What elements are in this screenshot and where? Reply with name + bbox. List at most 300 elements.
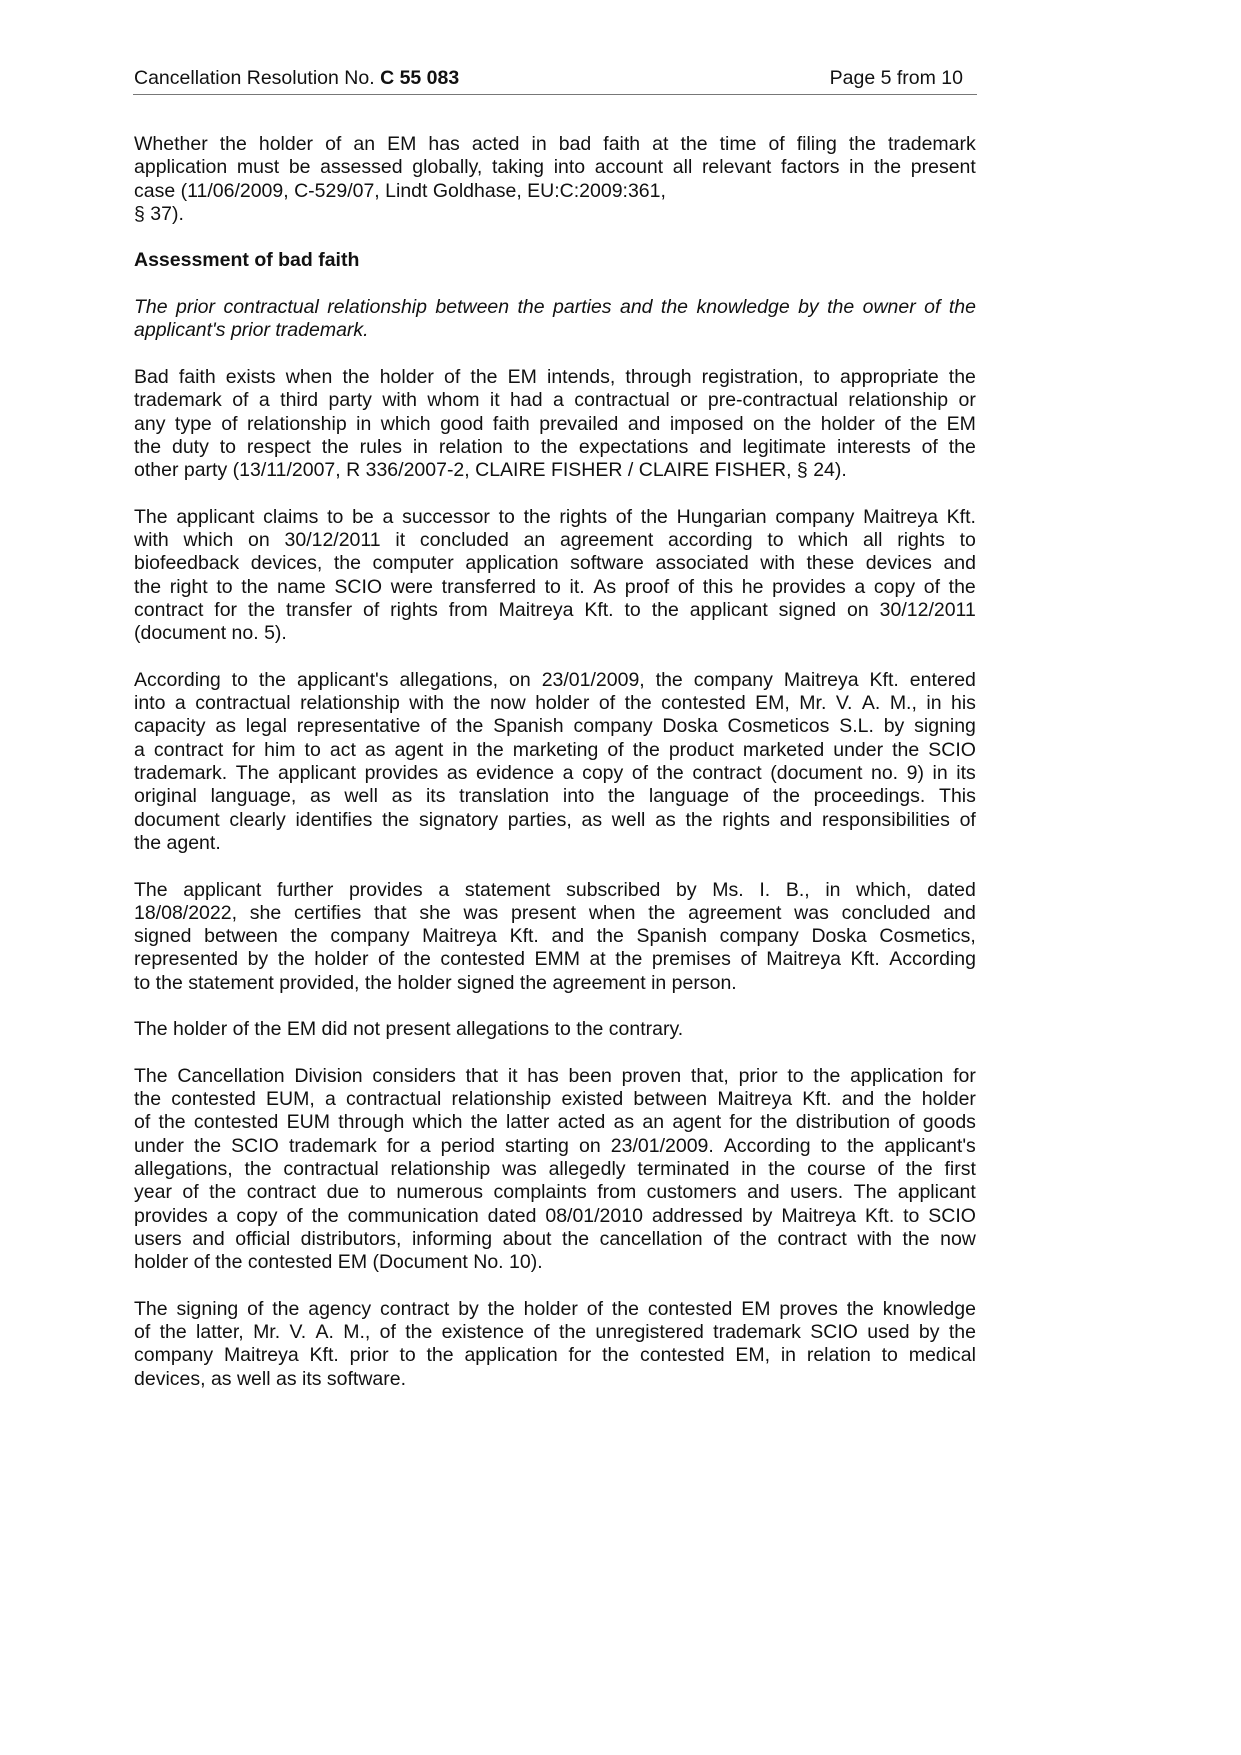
word: transferred bbox=[441, 575, 536, 598]
word: through bbox=[625, 365, 692, 388]
word: EM bbox=[946, 412, 976, 435]
word: allegations, bbox=[134, 1158, 233, 1181]
word: contested bbox=[171, 1088, 256, 1111]
word: on bbox=[847, 598, 869, 621]
word: duty bbox=[171, 435, 209, 458]
word: was bbox=[463, 901, 499, 924]
word: copy bbox=[582, 762, 624, 785]
word: signing bbox=[914, 715, 976, 738]
word: copy bbox=[236, 1204, 278, 1227]
word: EUM bbox=[286, 1111, 330, 1134]
word: and bbox=[627, 412, 661, 435]
word: the bbox=[517, 296, 545, 319]
text-line bbox=[134, 715, 976, 738]
word: of bbox=[742, 785, 760, 808]
word: by bbox=[676, 878, 697, 901]
word: users bbox=[134, 1227, 182, 1250]
word: an bbox=[642, 1111, 665, 1134]
word: computer bbox=[372, 552, 454, 575]
word: to bbox=[219, 435, 236, 458]
word: the bbox=[247, 598, 276, 621]
text-line bbox=[134, 1181, 976, 1204]
word: to bbox=[903, 1204, 920, 1227]
text-line bbox=[134, 785, 976, 808]
word: respect bbox=[246, 435, 311, 458]
word: present bbox=[511, 901, 577, 924]
word: devices bbox=[865, 552, 932, 575]
word: S.L. bbox=[839, 715, 874, 738]
word: filing bbox=[796, 133, 837, 155]
word: company bbox=[775, 505, 855, 528]
word: these bbox=[806, 552, 855, 575]
word: Kft. bbox=[946, 505, 976, 528]
word: of bbox=[134, 1111, 151, 1134]
word: contract bbox=[153, 738, 224, 761]
word: SCIO bbox=[334, 575, 383, 598]
word: the bbox=[948, 296, 976, 319]
word: holder bbox=[535, 692, 590, 715]
word: from bbox=[597, 1181, 637, 1204]
word: between bbox=[633, 1088, 708, 1111]
word: Kft. bbox=[850, 948, 880, 971]
text-line: § 37). bbox=[134, 202, 184, 225]
word: cancellation bbox=[599, 1227, 703, 1250]
word: of bbox=[677, 575, 695, 598]
word: was bbox=[502, 1158, 537, 1181]
word: terminated bbox=[637, 1158, 730, 1181]
word: language bbox=[648, 785, 730, 808]
word: a bbox=[134, 738, 145, 761]
word: the bbox=[134, 435, 162, 458]
word: holder bbox=[258, 133, 314, 155]
word: the bbox=[456, 715, 484, 738]
word: good bbox=[440, 412, 484, 435]
word: the bbox=[874, 156, 902, 179]
word: the bbox=[134, 575, 162, 598]
word: which bbox=[412, 1111, 463, 1134]
word: to bbox=[767, 529, 784, 552]
resolution-title-prefix: Cancellation Resolution No. bbox=[134, 67, 381, 89]
word: The bbox=[134, 1064, 168, 1087]
word: the bbox=[813, 1064, 841, 1087]
word: the bbox=[608, 785, 636, 808]
word: B., bbox=[785, 878, 810, 901]
word: a bbox=[324, 1088, 336, 1111]
word: of bbox=[713, 1227, 730, 1250]
word: the bbox=[660, 296, 689, 319]
word: The bbox=[134, 878, 168, 901]
word: Doska bbox=[811, 925, 867, 948]
word: relationship bbox=[848, 389, 949, 412]
word: Kft. bbox=[869, 668, 899, 691]
word: party bbox=[328, 389, 372, 412]
word: factors bbox=[780, 156, 840, 179]
word: relationship bbox=[390, 1158, 491, 1181]
word: through bbox=[338, 1111, 405, 1134]
word: application bbox=[464, 1344, 558, 1367]
word: the bbox=[640, 505, 668, 528]
text-line: applicant's prior trademark. bbox=[134, 319, 369, 342]
word: translation bbox=[459, 785, 550, 808]
text-line bbox=[134, 413, 976, 436]
text-line bbox=[134, 133, 976, 156]
word: of bbox=[247, 1297, 264, 1320]
word: Spanish bbox=[493, 715, 564, 738]
word: marketed bbox=[742, 738, 825, 761]
text-line bbox=[134, 902, 976, 925]
word: the bbox=[846, 1297, 874, 1320]
word: language, bbox=[210, 785, 297, 808]
word: this bbox=[702, 575, 734, 598]
word: by bbox=[247, 948, 269, 971]
text-line bbox=[134, 669, 976, 692]
word: into bbox=[553, 156, 586, 179]
word: in bbox=[412, 435, 429, 458]
word: of bbox=[325, 133, 342, 155]
word: account bbox=[594, 156, 664, 179]
paragraph bbox=[134, 1298, 976, 1391]
word: as bbox=[391, 785, 413, 808]
word: by bbox=[798, 296, 819, 319]
word: the bbox=[382, 808, 410, 831]
word: company bbox=[134, 1344, 214, 1367]
text-line bbox=[134, 1158, 976, 1181]
word: parties, bbox=[507, 808, 572, 831]
word: Hungarian bbox=[676, 505, 767, 528]
word: has bbox=[527, 1064, 559, 1087]
word: original bbox=[134, 785, 197, 808]
word: in bbox=[780, 1344, 797, 1367]
word: to bbox=[959, 529, 976, 552]
word: V. bbox=[835, 692, 853, 715]
word: an bbox=[523, 529, 546, 552]
text-line bbox=[134, 576, 976, 599]
word: contractual bbox=[345, 1088, 442, 1111]
word: agreement bbox=[560, 529, 654, 552]
word: all bbox=[862, 529, 883, 552]
word: any bbox=[134, 412, 166, 435]
word: EM, bbox=[735, 1344, 771, 1367]
word: and bbox=[747, 1181, 780, 1204]
paragraph bbox=[134, 133, 976, 226]
word: dated bbox=[487, 1204, 537, 1227]
word: Division bbox=[294, 1064, 363, 1087]
word: software bbox=[570, 552, 644, 575]
word: of bbox=[232, 389, 249, 412]
word: been bbox=[568, 1064, 612, 1087]
word: contract bbox=[777, 1227, 847, 1250]
word: Mr. bbox=[799, 692, 827, 715]
word: to bbox=[304, 738, 321, 761]
word: the bbox=[159, 1321, 187, 1344]
word: of bbox=[533, 1321, 550, 1344]
word: the bbox=[403, 948, 431, 971]
word: The bbox=[134, 1297, 168, 1320]
word: EM bbox=[387, 133, 417, 155]
word: on bbox=[248, 529, 270, 552]
word: and bbox=[943, 552, 976, 575]
word: of bbox=[923, 575, 941, 598]
word: trademark bbox=[288, 1134, 377, 1157]
word: his bbox=[951, 692, 976, 715]
word: Cosmeticos bbox=[727, 715, 830, 738]
word: of bbox=[877, 1158, 894, 1181]
word: medical bbox=[908, 1344, 976, 1367]
word: the bbox=[596, 925, 624, 948]
word: faith bbox=[492, 412, 530, 435]
word: which bbox=[380, 412, 431, 435]
word: further bbox=[276, 878, 334, 901]
word: it bbox=[489, 389, 500, 412]
word: intends, bbox=[546, 365, 616, 388]
word: Whether bbox=[134, 133, 208, 155]
word: by bbox=[751, 1204, 773, 1227]
word: A. bbox=[315, 1321, 334, 1344]
word: the bbox=[948, 575, 976, 598]
word: an bbox=[353, 133, 376, 155]
word: time bbox=[719, 133, 757, 155]
word: capacity bbox=[134, 715, 206, 738]
word: between bbox=[204, 925, 278, 948]
text-line bbox=[134, 1205, 976, 1228]
word: considers bbox=[372, 1064, 456, 1087]
word: contractual bbox=[195, 692, 291, 715]
word: official bbox=[235, 1227, 291, 1250]
word: Maitreya bbox=[717, 1088, 793, 1111]
word: and bbox=[699, 435, 732, 458]
word: of bbox=[430, 715, 447, 738]
word: for bbox=[214, 598, 238, 621]
word: Ms. bbox=[712, 878, 744, 901]
word: prior bbox=[738, 1064, 778, 1087]
word: associated bbox=[655, 552, 749, 575]
word: to bbox=[787, 1064, 804, 1087]
word: company bbox=[330, 925, 410, 948]
paragraph bbox=[134, 1018, 976, 1041]
word: of bbox=[884, 412, 901, 435]
text-line bbox=[134, 1344, 976, 1367]
word: used bbox=[867, 1321, 910, 1344]
word: latter, bbox=[196, 1321, 244, 1344]
word: Spanish bbox=[636, 925, 707, 948]
word: EM bbox=[507, 365, 537, 388]
word: pre-contractual bbox=[707, 389, 838, 412]
word: registration, bbox=[701, 365, 804, 388]
word: Maitreya bbox=[863, 505, 938, 528]
word: existence bbox=[441, 1321, 525, 1344]
word: clearly bbox=[229, 808, 286, 831]
word: M., bbox=[343, 1321, 371, 1344]
word: to bbox=[327, 505, 344, 528]
word: contested bbox=[647, 1297, 733, 1320]
word: SCIO bbox=[810, 1321, 858, 1344]
word: to bbox=[513, 435, 530, 458]
word: the bbox=[847, 1134, 875, 1157]
word: for bbox=[729, 1111, 753, 1134]
word: present bbox=[910, 156, 976, 179]
word: under bbox=[134, 1134, 184, 1157]
word: a bbox=[174, 692, 186, 715]
word: The bbox=[134, 505, 168, 528]
word: were bbox=[390, 575, 434, 598]
word: on bbox=[579, 1134, 601, 1157]
word: a bbox=[553, 389, 564, 412]
word: the bbox=[523, 505, 551, 528]
word: faith bbox=[178, 365, 216, 388]
word: company bbox=[693, 668, 773, 691]
word: According bbox=[723, 1134, 811, 1157]
word: of bbox=[221, 412, 238, 435]
word: numerous bbox=[396, 1181, 484, 1204]
word: to bbox=[881, 1344, 898, 1367]
paragraph bbox=[134, 879, 976, 995]
word: holder bbox=[921, 1088, 976, 1111]
word: to bbox=[498, 505, 515, 528]
word: responsibilities bbox=[821, 808, 950, 831]
word: prior bbox=[349, 1344, 389, 1367]
word: acted bbox=[557, 1111, 606, 1134]
word: contract bbox=[246, 1181, 317, 1204]
word: its bbox=[956, 762, 976, 785]
text-line: holder of the contested EM (Document No. 10). bbox=[134, 1251, 543, 1274]
word: Kft. bbox=[509, 925, 539, 948]
text-line bbox=[134, 925, 976, 948]
word: the bbox=[624, 692, 652, 715]
text-line bbox=[134, 809, 976, 832]
text-line: (document no. 5). bbox=[134, 622, 287, 645]
text-line: the agent. bbox=[134, 831, 221, 854]
text-line bbox=[134, 156, 976, 179]
word: copy bbox=[873, 575, 916, 598]
text-line bbox=[134, 692, 976, 715]
word: when bbox=[285, 365, 333, 388]
word: signed bbox=[778, 598, 837, 621]
word: of bbox=[598, 692, 616, 715]
word: Maitreya bbox=[498, 598, 574, 621]
text-line bbox=[134, 1111, 976, 1134]
word: about bbox=[502, 1227, 552, 1250]
word: devices, bbox=[250, 552, 323, 575]
word: prevailed bbox=[539, 412, 619, 435]
word: whom bbox=[427, 389, 480, 412]
word: the bbox=[948, 365, 976, 388]
text-line bbox=[134, 1065, 976, 1088]
word: provides bbox=[134, 1204, 208, 1227]
word: to bbox=[544, 575, 561, 598]
word: appropriate bbox=[840, 365, 939, 388]
word: The bbox=[134, 296, 168, 319]
text-line bbox=[134, 506, 976, 529]
page-header bbox=[133, 64, 977, 95]
word: and bbox=[619, 296, 653, 319]
word: representative bbox=[296, 715, 421, 738]
word: SCIO bbox=[231, 1134, 279, 1157]
paragraph bbox=[134, 506, 976, 646]
word: relation bbox=[806, 1344, 871, 1367]
word: in bbox=[926, 692, 942, 715]
word: rights bbox=[722, 808, 770, 831]
word: as bbox=[655, 808, 676, 831]
word: communication bbox=[347, 1204, 479, 1227]
text-line bbox=[134, 529, 976, 552]
word: signatory bbox=[418, 808, 499, 831]
word: EUM, bbox=[266, 1088, 315, 1111]
word: goods bbox=[922, 1111, 976, 1134]
word: of bbox=[286, 1204, 303, 1227]
word: the bbox=[241, 575, 269, 598]
word: the bbox=[739, 1227, 767, 1250]
word: the bbox=[905, 1158, 933, 1181]
text-line bbox=[134, 1228, 976, 1251]
word: subscribed bbox=[566, 878, 661, 901]
word: was bbox=[794, 901, 829, 924]
word: assessed bbox=[320, 156, 403, 179]
word: V. bbox=[289, 1321, 307, 1344]
word: a bbox=[382, 505, 394, 528]
word: contract bbox=[379, 1297, 450, 1320]
word: proves bbox=[779, 1297, 838, 1320]
word: for bbox=[568, 1344, 592, 1367]
word: taking bbox=[491, 156, 545, 179]
word: 23/01/2009. bbox=[610, 1134, 714, 1157]
word: certifies bbox=[294, 901, 362, 924]
word: trademark bbox=[713, 1321, 801, 1344]
word: name bbox=[276, 575, 326, 598]
word: the bbox=[760, 1111, 788, 1134]
word: for bbox=[232, 738, 256, 761]
word: contract bbox=[134, 598, 204, 621]
word: the bbox=[244, 1158, 272, 1181]
word: of bbox=[615, 505, 633, 528]
word: with bbox=[760, 552, 795, 575]
word: and bbox=[779, 808, 813, 831]
word: contested bbox=[661, 692, 746, 715]
word: to bbox=[820, 1134, 837, 1157]
word: applicant bbox=[176, 505, 255, 528]
word: bad bbox=[558, 133, 592, 155]
document-body bbox=[134, 133, 976, 1414]
word: the bbox=[476, 738, 504, 761]
word: in bbox=[932, 762, 948, 785]
word: by bbox=[883, 715, 905, 738]
word: biofeedback bbox=[134, 552, 240, 575]
word: of bbox=[362, 598, 380, 621]
word: contested bbox=[639, 1344, 725, 1367]
word: contract bbox=[692, 762, 762, 785]
word: of bbox=[586, 1297, 603, 1320]
text-line: case (11/06/2009, C-529/07, Lindt Goldhase, EU:C:2009:361, bbox=[134, 179, 666, 202]
word: product bbox=[668, 738, 734, 761]
word: provides bbox=[772, 575, 846, 598]
word: the bbox=[772, 785, 800, 808]
word: signed bbox=[134, 925, 192, 948]
word: 18/08/2022, bbox=[134, 901, 238, 924]
text-line bbox=[134, 389, 976, 412]
word: the bbox=[948, 1321, 976, 1344]
word: the bbox=[405, 1321, 433, 1344]
word: The bbox=[235, 762, 270, 785]
word: Kft. bbox=[864, 1204, 895, 1227]
word: relation bbox=[438, 435, 503, 458]
word: interests bbox=[837, 435, 911, 458]
word: into bbox=[134, 692, 166, 715]
word: course bbox=[807, 1158, 866, 1181]
word: the bbox=[611, 1297, 639, 1320]
word: of bbox=[921, 435, 938, 458]
word: the bbox=[884, 1088, 912, 1111]
word: 08/01/2010 bbox=[545, 1204, 643, 1227]
word: the bbox=[426, 1344, 454, 1367]
